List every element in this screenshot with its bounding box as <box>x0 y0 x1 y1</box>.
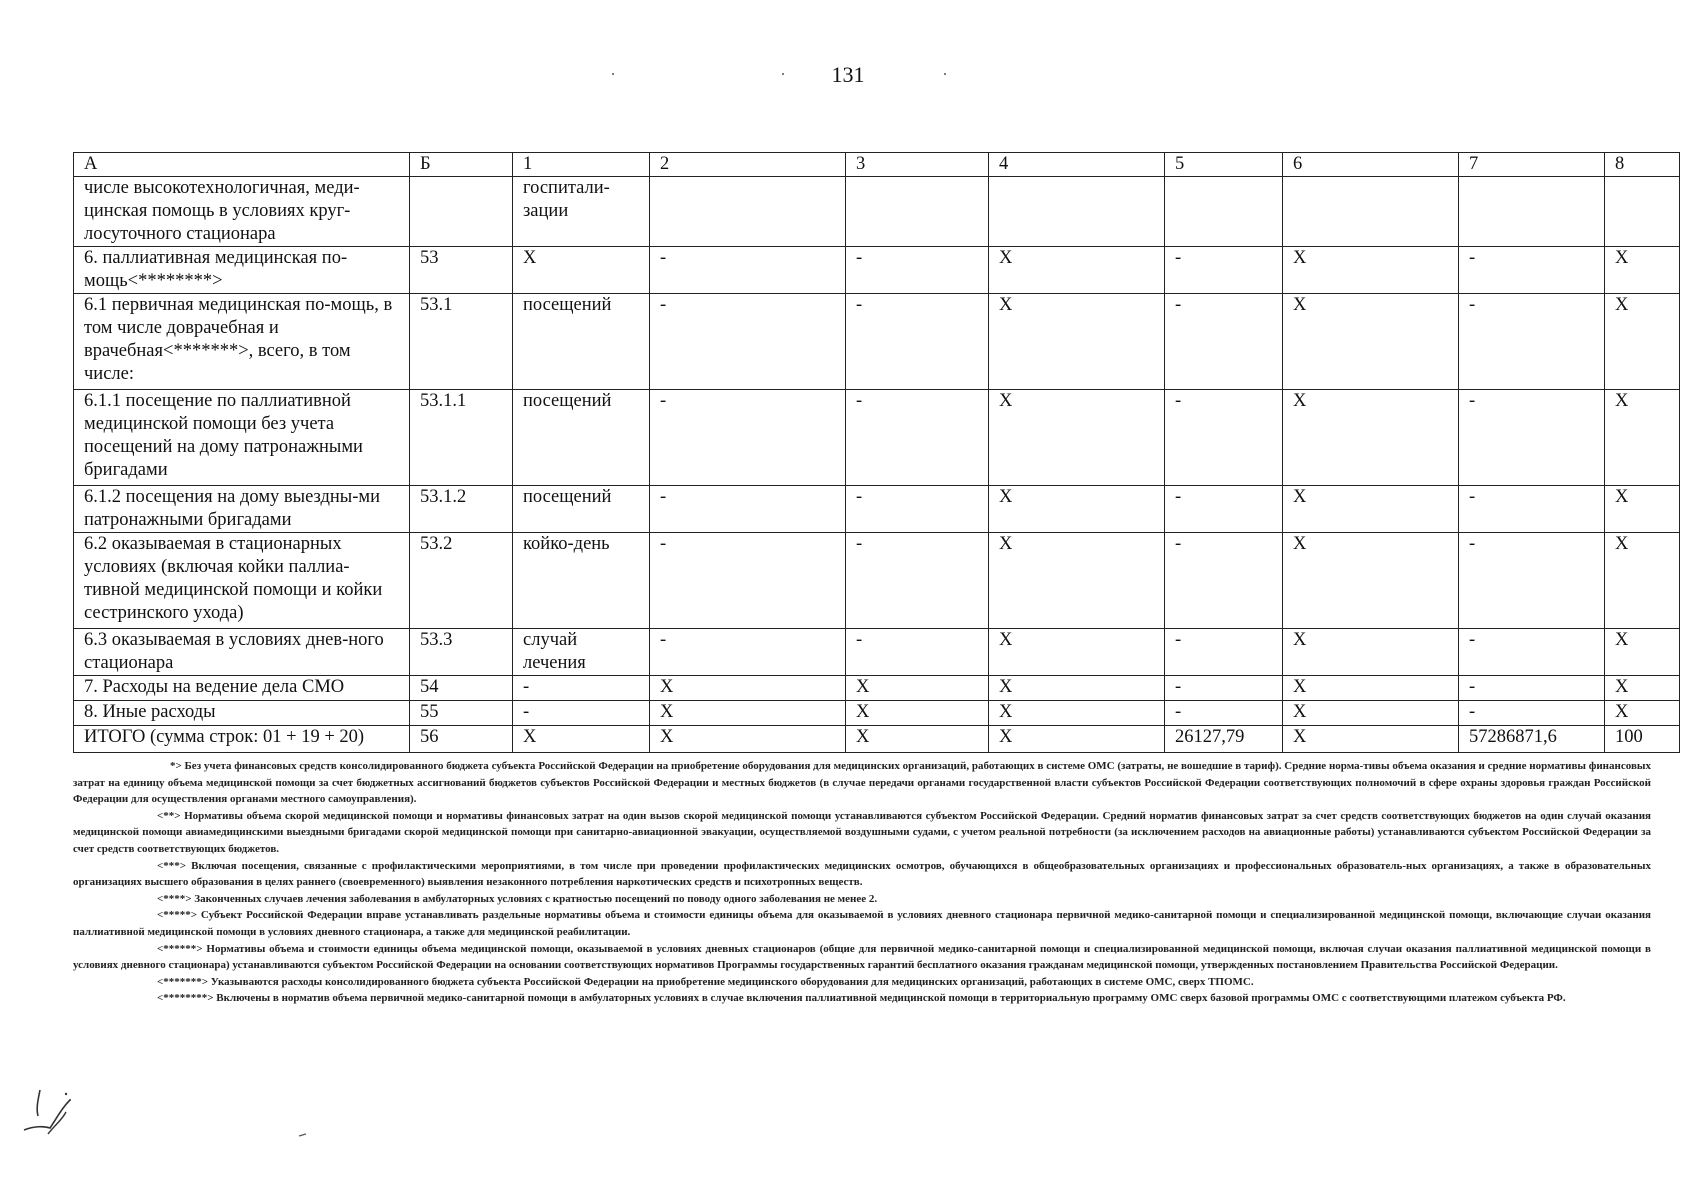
footnote: <******> Нормативы объема и стоимости единицы объема медицинской помощи, оказываемой в условиях дневных стационаров (общие для первичной медико-санитарной помощи и специализированной медицинской помощи, включая случаи оказания паллиативной медицинской помощи в условиях дневного стационара) устанавливаются субъектом Российской Федерации на основании соответствующих нормативов Программы государственных гарантий бесплатного оказания гражданам медицинской помощи, утвержденных постановлением Правительства Российской Федерации. <box>73 942 1651 972</box>
table-cell: - <box>1165 701 1283 726</box>
table-row <box>74 294 1680 390</box>
table-cell: X <box>1605 629 1680 676</box>
table-cell: 6.3 оказываемая в условиях днев-ного стационара <box>74 629 410 676</box>
table-cell: 53.1.2 <box>410 486 513 533</box>
table-cell: X <box>1283 701 1459 726</box>
table-cell: X <box>846 701 989 726</box>
table-cell: X <box>650 701 846 726</box>
table-row <box>74 726 1680 753</box>
table-cell: X <box>650 726 846 753</box>
header-cell: А <box>74 153 410 177</box>
table-row <box>74 533 1680 629</box>
table-cell: X <box>1605 294 1680 390</box>
table-cell: случай лечения <box>513 629 650 676</box>
footnote: <**> Нормативы объема скорой медицинской помощи и нормативы финансовых затрат на один вызов скорой медицинской помощи устанавливаются субъектом Российской Федерации. Средний норматив финансовых затрат за счет средств соответствующих бюджетов на один случай оказания медицинской помощи авиамедицинскими выездными бригадами скорой медицинской помощи при санитарно-авиационной эвакуации, осуществляемой воздушными судами, с учетом реальной потребности (за исключением расходов на авиационные работы) устанавливаются субъектом Российской Федерации за счет средств соответствующих бюджетов. <box>73 809 1651 855</box>
table-cell: X <box>513 726 650 753</box>
table-cell: 53.1 <box>410 294 513 390</box>
table-cell: - <box>1165 247 1283 294</box>
table-cell: - <box>1459 533 1605 629</box>
table-row <box>74 390 1680 486</box>
table-cell: - <box>1459 294 1605 390</box>
table-cell: X <box>989 629 1165 676</box>
table-cell: числе высокотехнологичная, меди-цинская помощь в условиях круг-лосуточного стационара <box>74 177 410 247</box>
table-cell <box>410 177 513 247</box>
table-cell: посещений <box>513 294 650 390</box>
table-cell: - <box>1459 701 1605 726</box>
table-cell <box>1283 177 1459 247</box>
table-cell: X <box>1283 726 1459 753</box>
table-cell: - <box>1459 629 1605 676</box>
table-cell: X <box>989 390 1165 486</box>
table-cell: 53 <box>410 247 513 294</box>
table-cell: X <box>989 726 1165 753</box>
table-cell: X <box>989 294 1165 390</box>
table-cell: X <box>989 676 1165 701</box>
footnote: <*******> Указываются расходы консолидированного бюджета субъекта Российской Федерации на приобретение медицинского оборудования для медицинских организаций, работающих в системе ОМС, сверх ТПОМС. <box>157 975 1254 988</box>
table-cell <box>650 177 846 247</box>
table-cell: X <box>1283 629 1459 676</box>
table-cell: X <box>513 247 650 294</box>
table-cell: посещений <box>513 486 650 533</box>
table-cell: - <box>1165 486 1283 533</box>
table-cell: 53.2 <box>410 533 513 629</box>
table-cell <box>1605 177 1680 247</box>
table-cell: 8. Иные расходы <box>74 701 410 726</box>
table-cell: ИТОГО (сумма строк: 01 + 19 + 20) <box>74 726 410 753</box>
table-row <box>74 247 1680 294</box>
table-cell: 6.1.2 посещения на дому выездны-ми патронажными бригадами <box>74 486 410 533</box>
table-cell: X <box>846 726 989 753</box>
table-header-row <box>74 153 1680 177</box>
header-cell: 4 <box>989 153 1165 177</box>
table-cell: - <box>1459 486 1605 533</box>
footnote: <********> Включены в норматив объема первичной медико-санитарной помощи в амбулаторных условиях в случае включения паллиативной медицинской помощи в территориальную программу ОМС сверх базовой программы ОМС с соответствующими платежом субъекта РФ. <box>157 992 1566 1005</box>
table-cell: X <box>1283 486 1459 533</box>
table-cell: X <box>1283 247 1459 294</box>
table-cell: - <box>1165 676 1283 701</box>
table-cell: - <box>846 390 989 486</box>
header-cell: 8 <box>1605 153 1680 177</box>
table-cell: 7. Расходы на ведение дела СМО <box>74 676 410 701</box>
table-cell: - <box>1165 629 1283 676</box>
table-row <box>74 701 1680 726</box>
table-cell: посещений <box>513 390 650 486</box>
header-cell: 2 <box>650 153 846 177</box>
footnote: <****> Законченных случаев лечения заболевания в амбулаторных условиях с кратностью посещений по поводу одного заболевания не менее 2. <box>157 892 878 905</box>
header-cell: 6 <box>1283 153 1459 177</box>
table-cell: госпитали-зации <box>513 177 650 247</box>
header-cell: 7 <box>1459 153 1605 177</box>
table-row <box>74 676 1680 701</box>
footnote: *> Без учета финансовых средств консолидированного бюджета субъекта Российской Федерации на приобретение оборудования для медицинских организаций, работающих в системе ОМС (затраты, не вошедшие в тариф). Средние норма-тивы объема оказания и средние нормативы финансовых затрат на единицу объема медицинской помощи за счет бюджетных ассигнований бюджетов субъектов Российской Федерации и местных бюджетов (в случае передачи органами государственной власти субъектов Российской Федерации соответствующих полномочий в сфере охраны здоровья граждан Российской Федерации для осуществления органами местного самоуправления). <box>73 760 1651 806</box>
table-cell: - <box>846 247 989 294</box>
table-cell: X <box>1283 533 1459 629</box>
table-cell: - <box>846 294 989 390</box>
footnote: <*****> Субъект Российской Федерации вправе устанавливать раздельные нормативы объема и стоимости единицы объема для оказываемой в условиях дневного стационара первичной медико-санитарной помощи и специализированной медицинской помощи, включающие случаи оказания паллиативной медицинской помощи в условиях дневного стационара, а также для медицинской реабилитации. <box>73 909 1651 938</box>
table-cell: X <box>1605 486 1680 533</box>
page-number: 131 <box>831 62 865 87</box>
table-cell: X <box>650 676 846 701</box>
table-cell: X <box>1605 533 1680 629</box>
table-cell: - <box>1165 294 1283 390</box>
table-cell: X <box>989 533 1165 629</box>
table-row <box>74 486 1680 533</box>
table-cell: 56 <box>410 726 513 753</box>
header-cell: Б <box>410 153 513 177</box>
table-cell: - <box>650 533 846 629</box>
table-cell: X <box>989 486 1165 533</box>
table-cell: - <box>846 533 989 629</box>
table-cell: X <box>1283 676 1459 701</box>
table-cell: - <box>513 676 650 701</box>
table-cell: X <box>1605 247 1680 294</box>
signature <box>18 1086 98 1166</box>
table-cell: 26127,79 <box>1165 726 1283 753</box>
table-cell: - <box>1165 533 1283 629</box>
table-cell: 53.1.1 <box>410 390 513 486</box>
table-cell: 6. паллиативная медицинская по-мощь<********> <box>74 247 410 294</box>
table-cell: X <box>1283 294 1459 390</box>
table-cell: койко-день <box>513 533 650 629</box>
table-cell: - <box>513 701 650 726</box>
table-cell: X <box>1605 676 1680 701</box>
table-cell: X <box>846 676 989 701</box>
header-cell: 3 <box>846 153 989 177</box>
table-cell: 53.3 <box>410 629 513 676</box>
header-cell: 1 <box>513 153 650 177</box>
table-cell: - <box>1165 390 1283 486</box>
table-cell: - <box>650 629 846 676</box>
table-cell: 6.1.1 посещение по паллиативной медицинской помощи без учета посещений на дому патронажными бригадами <box>74 390 410 486</box>
table-cell: X <box>1283 390 1459 486</box>
table-cell <box>846 177 989 247</box>
table-cell: - <box>650 294 846 390</box>
table-cell <box>1459 177 1605 247</box>
table-cell: - <box>650 247 846 294</box>
table-cell: - <box>1459 390 1605 486</box>
table-cell: 57286871,6 <box>1459 726 1605 753</box>
table-cell: 100 <box>1605 726 1680 753</box>
data-table <box>73 152 1680 753</box>
table-cell: - <box>1459 676 1605 701</box>
header-cell: 5 <box>1165 153 1283 177</box>
table-cell: 6.2 оказываемая в стационарных условиях (включая койки паллиа-тивной медицинской помощи и койки сестринского ухода) <box>74 533 410 629</box>
table-cell: X <box>989 701 1165 726</box>
table-cell: - <box>650 390 846 486</box>
table-cell: - <box>846 629 989 676</box>
table-cell: - <box>650 486 846 533</box>
table-cell: X <box>1605 390 1680 486</box>
table-cell: - <box>1459 247 1605 294</box>
table-cell <box>1165 177 1283 247</box>
table-cell: X <box>1605 701 1680 726</box>
table-row <box>74 629 1680 676</box>
table-cell: 6.1 первичная медицинская по-мощь, в том числе доврачебная и врачебная<*******>, всего, в том числе: <box>74 294 410 390</box>
table-cell: - <box>846 486 989 533</box>
table-row <box>74 177 1680 247</box>
footnotes <box>73 758 1651 1007</box>
table-cell <box>989 177 1165 247</box>
table-cell: X <box>989 247 1165 294</box>
table-cell: 54 <box>410 676 513 701</box>
footnote: <***> Включая посещения, связанные с профилактическими мероприятиями, в том числе при проведении профилактических медицинских осмотров, обучающихся в общеобразовательных организациях и профессиональных образователь-ных организациях, а также в образовательных организациях высшего образования в целях раннего (своевременного) выявления незаконного потребления наркотических средств и психотропных веществ. <box>73 859 1651 889</box>
table-cell: 55 <box>410 701 513 726</box>
